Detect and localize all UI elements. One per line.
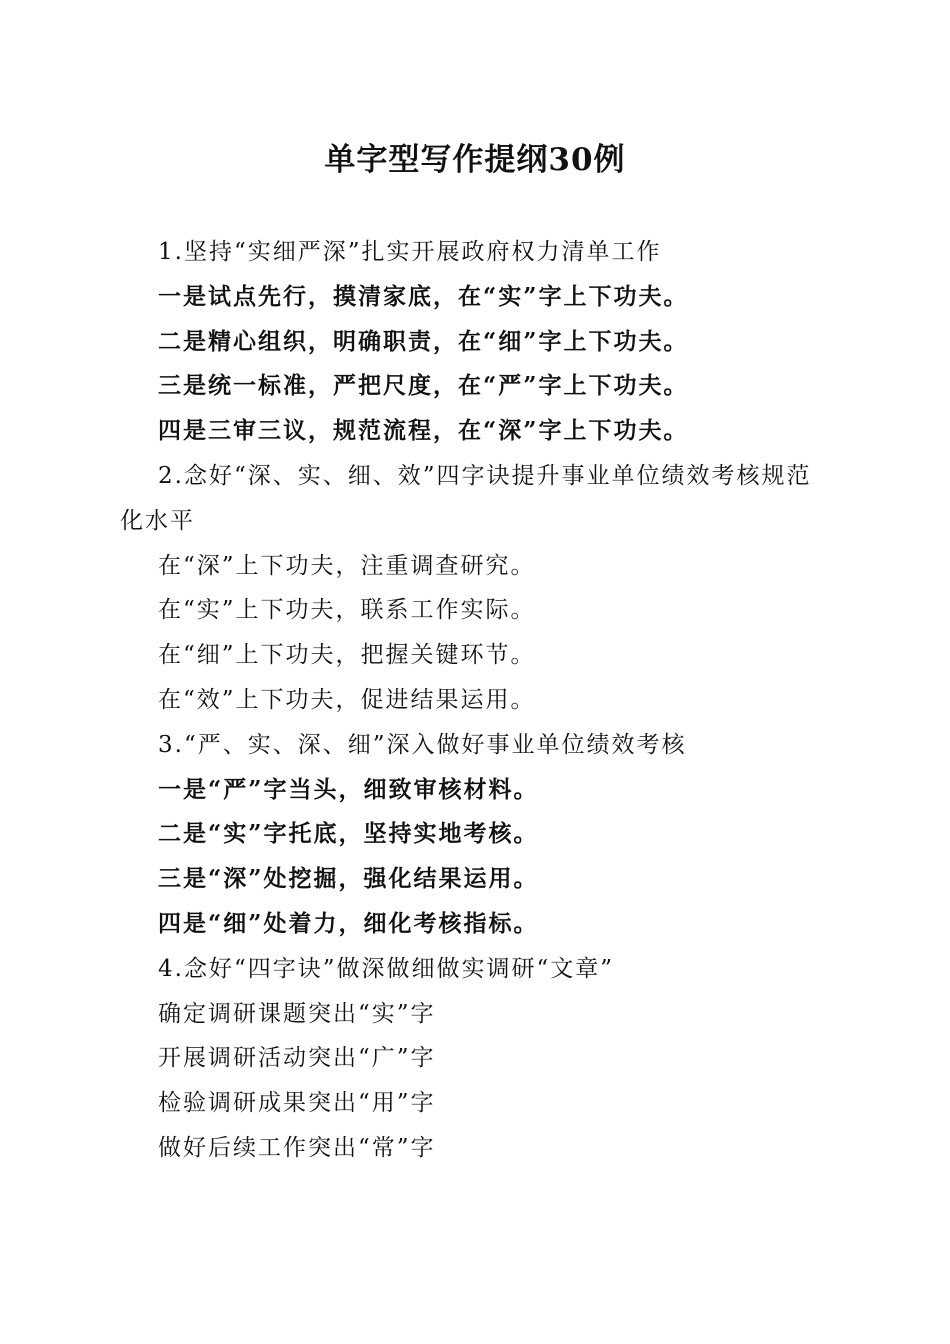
section-4-item-1: 确定调研课题突出“实”字: [158, 1000, 436, 1027]
section-3-item-1: 一是“严”字当头，细致审核材料。: [158, 775, 539, 803]
section-3-item-2: 二是“实”字托底，坚持实地考核。: [158, 820, 539, 848]
document-title: 单字型写作提纲30例: [324, 142, 626, 178]
section-2-item-4: 在“效”上下功夫，促进结果运用。: [158, 686, 536, 713]
document-body: [120, 230, 830, 1171]
section-3-item-3: 三是“深”处挖掘，强化结果运用。: [158, 865, 539, 893]
section-heading-2: 2.念好“深、实、细、效”四字诀提升事业单位绩效考核规范化水平: [120, 462, 812, 534]
section-heading-1: 1.坚持“实细严深”扎实开展政府权力清单工作: [158, 239, 662, 265]
section-1-item-3: 三是统一标准，严把尺度，在“严”字上下功夫。: [158, 372, 689, 400]
section-2-item-1: 在“深”上下功夫，注重调查研究。: [158, 552, 536, 579]
section-heading-4: 4.念好“四字诀”做深做细做实调研“文章”: [158, 955, 614, 982]
section-4-item-2: 开展调研活动突出“广”字: [158, 1045, 436, 1072]
section-4-item-4: 做好后续工作突出“常”字: [158, 1134, 436, 1161]
section-4-item-3: 检验调研成果突出“用”字: [158, 1090, 436, 1117]
section-1-item-1: 一是试点先行，摸清家底，在“实”字上下功夫。: [158, 282, 689, 310]
section-3-item-4: 四是“细”处着力，细化考核指标。: [158, 909, 539, 937]
section-1-item-2: 二是精心组织，明确职责，在“细”字上下功夫。: [158, 327, 689, 355]
section-2-item-2: 在“实”上下功夫，联系工作实际。: [158, 597, 536, 624]
section-heading-3: 3.“严、实、深、细”深入做好事业单位绩效考核: [158, 731, 687, 758]
section-2-item-3: 在“细”上下功夫，把握关键环节。: [158, 642, 536, 669]
section-1-item-4: 四是三审三议，规范流程，在“深”字上下功夫。: [158, 417, 689, 445]
